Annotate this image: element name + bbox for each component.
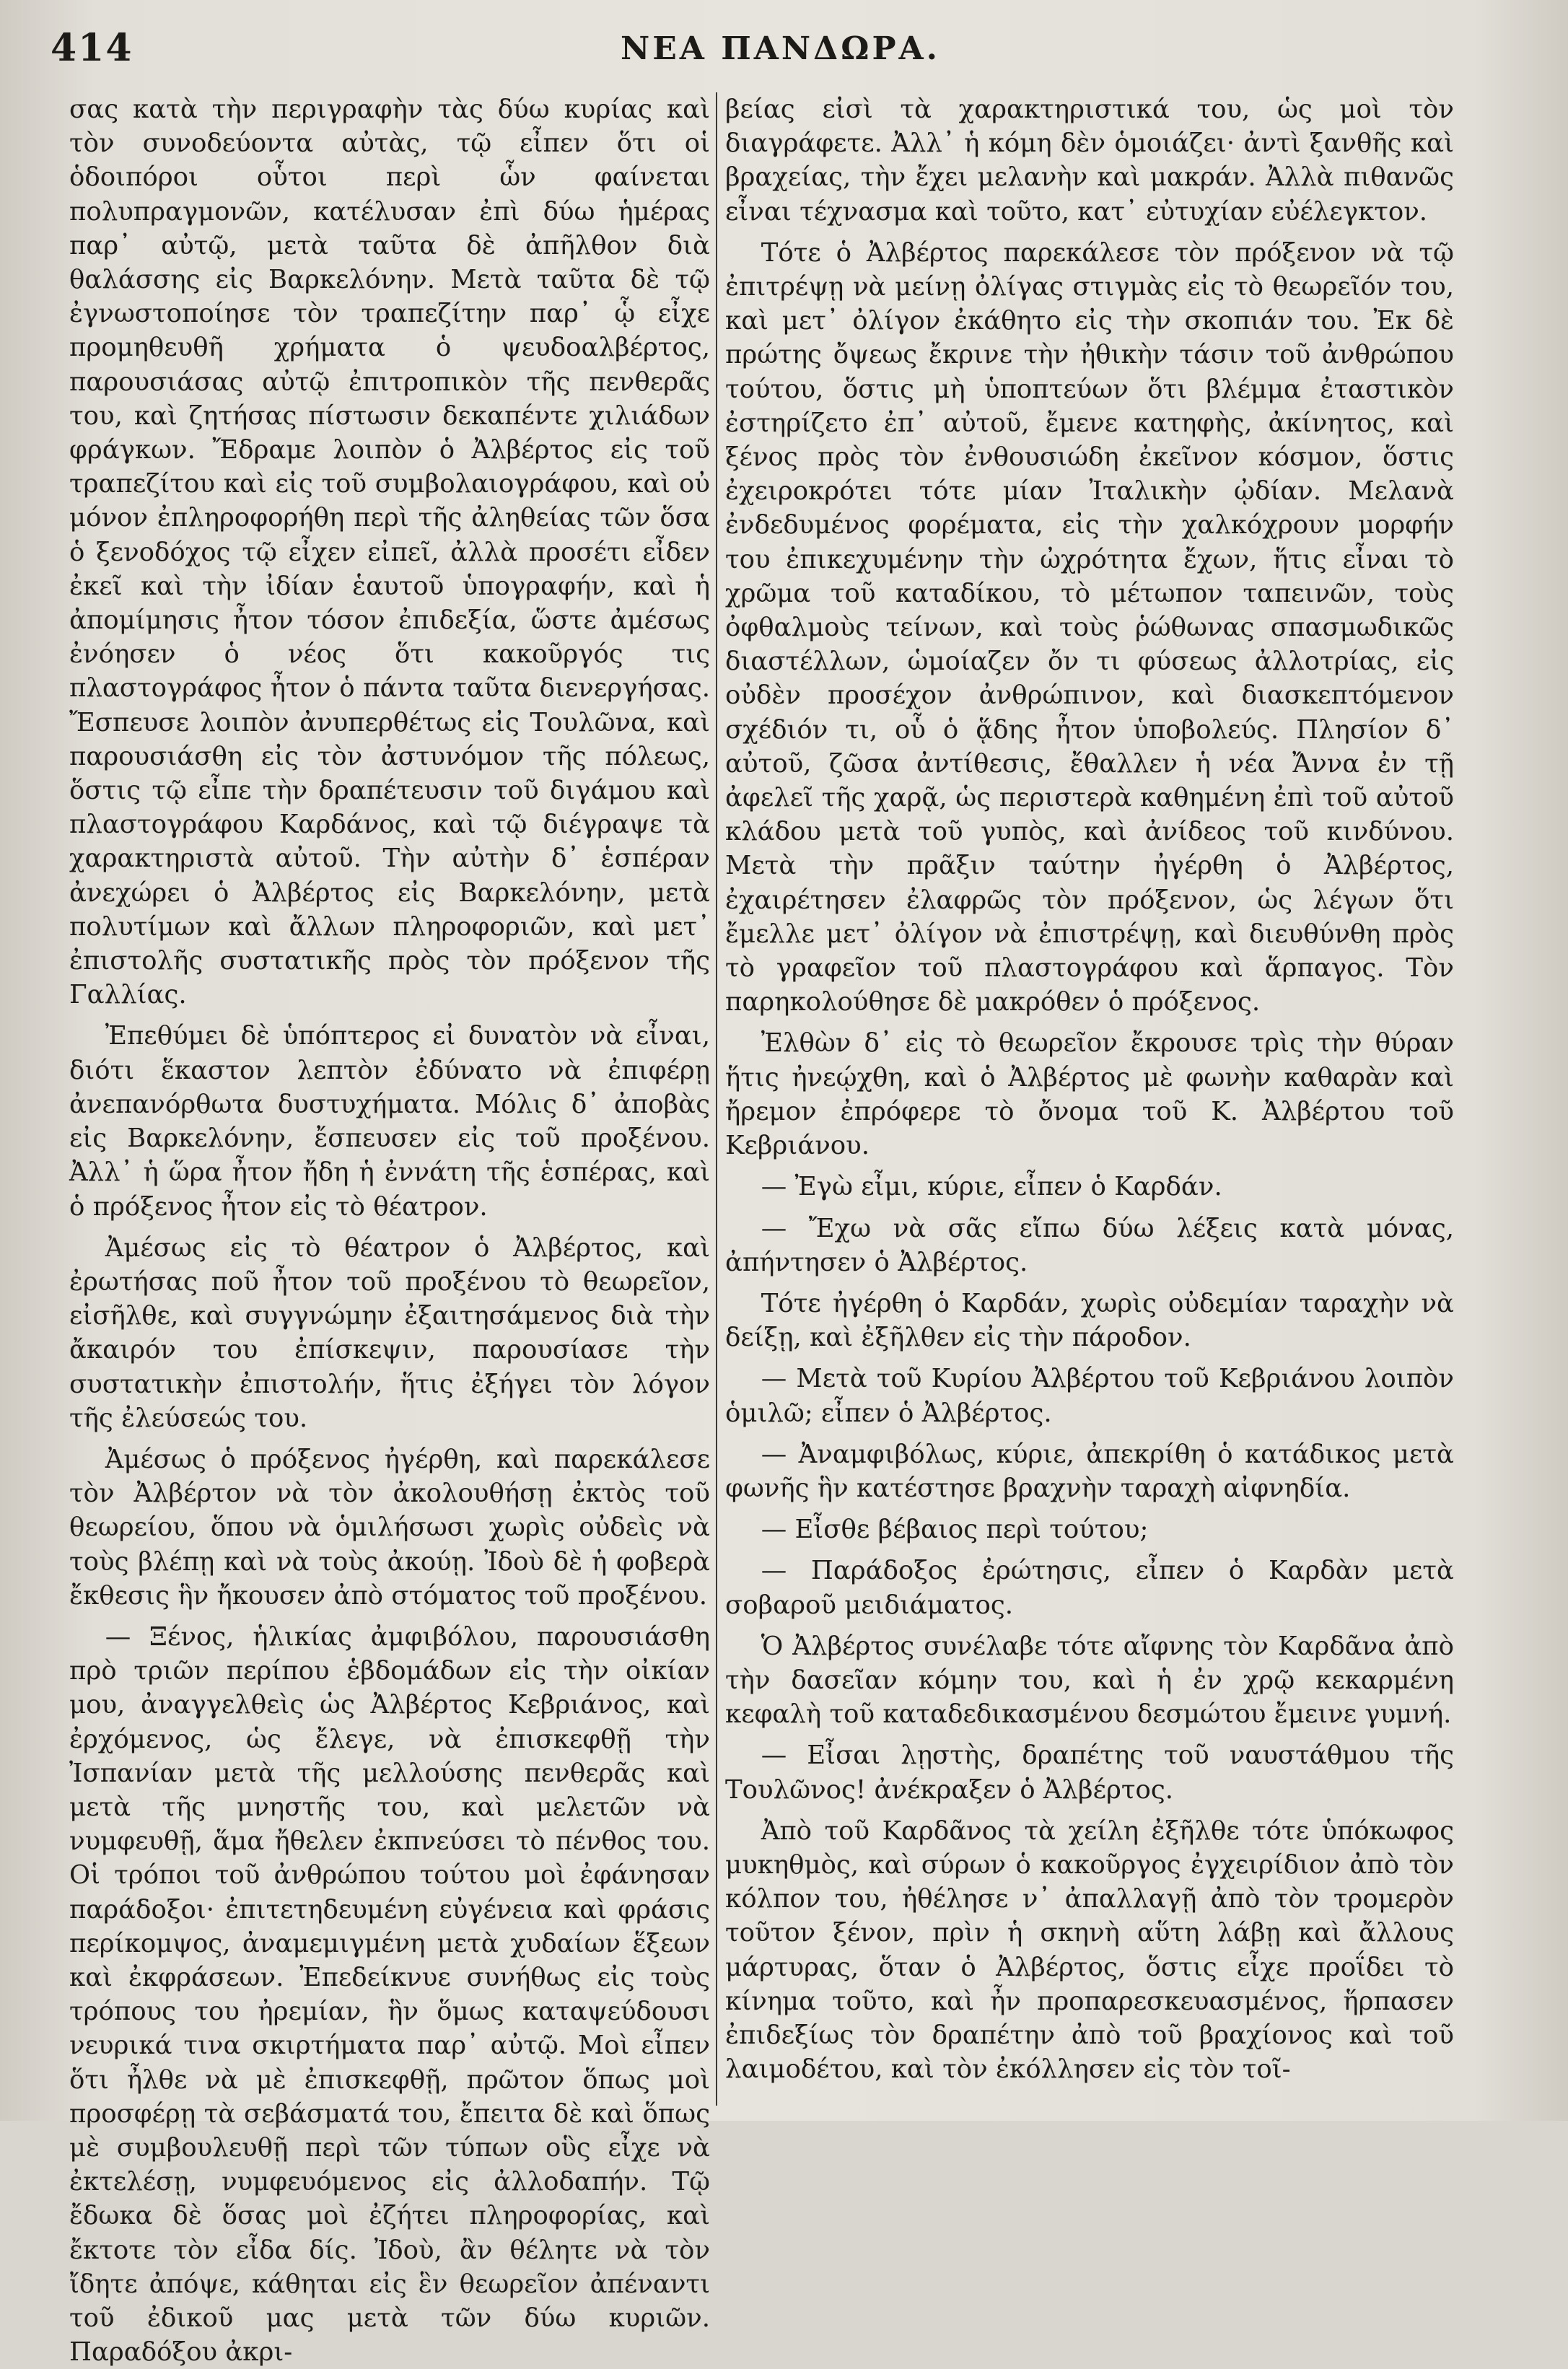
paragraph: Τότε ἠγέρθη ὁ Καρδάν, χωρὶς οὐδεμίαν ταραχὴν νὰ δείξῃ, καὶ ἐξῆλθεν εἰς τὴν πάροδον.	[725, 1288, 1454, 1353]
paragraph: Ἀπὸ τοῦ Καρδᾶνος τὰ χείλη ἐξῆλθε τότε ὑπόκωφος μυκηθμὸς, καὶ σύρων ὁ κακοῦργος ἐγχειρίδιον ἀπὸ τὸν κόλπον του, ἠθέλησε ν᾽ ἀπαλλαγῇ ἀπὸ τὸν τρομερὸν τοῦτον ξένον, πρὶν ἡ σκηνὴ αὕτη λάβῃ καὶ ἄλλους μάρτυρας, ὅταν ὁ Ἀλβέρτος, ὅστις εἶχε προΐδει τὸ κίνημα τοῦτο, καὶ ἦν προπαρεσκευασμένος, ἥρπασεν ἐπιδεξίως τὸν δραπέτην ἀπὸ τοῦ βραχίονος καὶ τοῦ λαιμοδέτου, καὶ τὸν ἐκόλλησεν εἰς τὸν τοῖ-	[725, 1816, 1454, 2085]
dialogue-line: — Μετὰ τοῦ Κυρίου Ἀλβέρτου τοῦ Κεβριάνου λοιπὸν ὁμιλῶ; εἶπεν ὁ Ἀλβέρτος.	[725, 1364, 1454, 1428]
dialogue-line: — Εἶσαι λῃστὴς, δραπέτης τοῦ ναυστάθμου τῆς Τουλῶνος! ἀνέκραξεν ὁ Ἀλβέρτος.	[725, 1740, 1454, 1805]
paragraph: Τότε ὁ Ἀλβέρτος παρεκάλεσε τὸν πρόξενον νὰ τῷ ἐπιτρέψῃ νὰ μείνῃ ὀλίγας στιγμὰς εἰς τὸ θεωρεῖόν του, καὶ μετ᾽ ὀλίγον ἐκάθητο εἰς τὴν σκοπιάν του. Ἐκ δὲ πρώτης ὄψεως ἔκρινε τὴν ἠθικὴν τάσιν τοῦ ἀνθρώπου τούτου, ὅστις μὴ ὑποπτεύων ὅτι βλέμμα ἐταστικὸν ἐστηρίζετο ἐπ᾽ αὐτοῦ, ἔμενε κατηφὴς, ἀκίνητος, καὶ ξένος πρὸς τὸν ἐνθουσιώδη ἐκεῖνον κόσμον, ὅστις ἐχειροκρότει τότε μίαν Ἰταλικὴν ᾠδίαν. Μελανὰ ἐνδεδυμένος φορέματα, εἰς τὴν χαλκόχρουν μορφήν του ἐπικεχυμένην τὴν ὠχρότητα ἔχων, ἥτις εἶναι τὸ χρῶμα τοῦ καταδίκου, τὸ μέτωπον ταπεινῶν, τοὺς ὀφθαλμοὺς τείνων, καὶ τοὺς ῥώθωνας σπασμωδικῶς διαστέλλων, ὡμοίαζεν ὄν τι φύσεως ἀλλοτρίας, εἰς οὐδὲν προσέχον ἀνθρώπινον, καὶ διασκεπτόμενον σχέδιόν τι, οὗ ὁ ᾅδης ἦτον ὑποβολεύς. Πλησίον δ᾽ αὐτοῦ, ζῶσα ἀντίθεσις, ἔθαλλεν ἡ νέα Ἄννα ἐν τῇ ἀφελεῖ τῆς χαρᾷ, ὡς περιστερὰ καθημένη ἐπὶ τοῦ αὐτοῦ κλάδου μετὰ τοῦ γυπὸς, καὶ ἀνίδεος τοῦ κινδύνου. Μετὰ τὴν πρᾶξιν ταύτην ἠγέρθη ὁ Ἀλβέρτος, ἐχαιρέτησεν ἐλαφρῶς τὸν πρόξενον, ὡς λέγων ὅτι ἔμελλε μετ᾽ ὀλίγον νὰ ἐπιστρέψῃ, καὶ διευθύνθη πρὸς τὸ γραφεῖον τοῦ πλαστογράφου καὶ ἅρπαγος. Τὸν παρηκολούθησε δὲ μακρόθεν ὁ πρόξενος.	[725, 237, 1454, 1017]
page-number: 414	[51, 26, 133, 70]
running-head: ΝΕΑ ΠΑΝΔΩΡΑ.	[621, 30, 940, 67]
page-header	[51, 22, 1510, 72]
paragraph: Ἀμέσως εἰς τὸ θέατρον ὁ Ἀλβέρτος, καὶ ἐρωτήσας ποῦ ἦτον τοῦ προξένου τὸ θεωρεῖον, εἰσῆλθε, καὶ συγγνώμην ἐξαιτησάμενος διὰ τὴν ἄκαιρόν του ἐπίσκεψιν, παρουσίασε τὴν συστατικὴν ἐπιστολήν, ἥτις ἐξήγει τὸν λόγον τῆς ἐλεύσεώς του.	[69, 1232, 710, 1433]
dialogue-line: — Ἐγὼ εἶμι, κύριε, εἶπεν ὁ Καρδάν.	[761, 1172, 1222, 1202]
right-column	[725, 92, 1454, 2106]
dialogue-line: — Ἀναμφιβόλως, κύριε, ἀπεκρίθη ὁ κατάδικος μετὰ φωνῆς ἣν κατέστησε βραχνὴν ταραχὴ αἰφνηδία.	[725, 1439, 1454, 1503]
dialogue-line: — Παράδοξος ἐρώτησις, εἶπεν ὁ Καρδὰν μετὰ σοβαροῦ μειδιάματος.	[725, 1556, 1454, 1620]
paragraph: σας κατὰ τὴν περιγραφὴν τὰς δύω κυρίας καὶ τὸν συνοδεύοντα αὐτὰς, τῷ εἶπεν ὅτι οἱ ὁδοιπόροι οὗτοι περὶ ὧν φαίνεται πολυπραγμονῶν, κατέλυσαν ἐπὶ δύω ἡμέρας παρ᾽ αὐτῷ, μετὰ ταῦτα δὲ ἀπῆλθον διὰ θαλάσσης εἰς Βαρκελόνην. Μετὰ ταῦτα δὲ τῷ ἐγνωστοποίησε τὸν τραπεζίτην παρ᾽ ᾧ εἶχε προμηθευθῆ χρήματα ὁ ψευδοαλβέρτος, παρουσιάσας αὐτῷ ἐπιτροπικὸν τῆς πενθερᾶς του, καὶ ζητήσας πίστωσιν δεκαπέντε χιλιάδων φράγκων. Ἔδραμε λοιπὸν ὁ Ἀλβέρτος εἰς τοῦ τραπεζίτου καὶ εἰς τοῦ συμβολαιογράφου, καὶ οὐ μόνον ἐπληροφορήθη περὶ τῆς ἀληθείας τῶν ὅσα ὁ ξενοδόχος τῷ εἶχεν εἰπεῖ, ἀλλὰ προσέτι εἶδεν ἐκεῖ καὶ τὴν ἰδίαν ἑαυτοῦ ὑπογραφήν, καὶ ἡ ἀπομίμησις ἦτον τόσον ἐπιδεξία, ὥστε ἀμέσως ἐνόησεν ὁ νέος ὅτι κακοῦργός τις πλαστογράφος ἦτον ὁ πάντα ταῦτα διενεργήσας. Ἔσπευσε λοιπὸν ἀνυπερθέτως εἰς Τουλῶνα, καὶ παρουσιάσθη εἰς τὸν ἀστυνόμον τῆς πόλεως, ὅστις τῷ εἶπε τὴν δραπέτευσιν τοῦ διγάμου καὶ πλαστογράφου Καρδάνος, καὶ τῷ διέγραψε τὰ χαρακτηριστὰ αὐτοῦ. Τὴν αὐτὴν δ᾽ ἑσπέραν ἀνεχώρει ὁ Ἀλβέρτος εἰς Βαρκελόνην, μετὰ πολυτίμων καὶ ἄλλων πληροφοριῶν, καὶ μετ᾽ ἐπιστολῆς συστατικῆς πρὸς τὸν πρόξενον τῆς Γαλλίας.	[69, 95, 710, 1010]
paragraph: Ἐλθὼν δ᾽ εἰς τὸ θεωρεῖον ἔκρουσε τρὶς τὴν θύραν ἥτις ἠνεῴχθη, καὶ ὁ Ἀλβέρτος μὲ φωνὴν καθαρὰν καὶ ἤρεμον ἐπρόφερε τὸ ὄνομα τοῦ Κ. Ἀλβέρτου τοῦ Κεβριάνου.	[725, 1028, 1454, 1161]
paragraph: βείας εἰσὶ τὰ χαρακτηριστικά του, ὡς μοὶ τὸν διαγράφετε. Ἀλλ᾽ ἡ κόμη δὲν ὁμοιάζει· ἀντὶ ξανθῆς καὶ βραχείας, τὴν ἔχει μελανὴν καὶ μακράν. Ἀλλὰ πιθανῶς εἶναι τέχνασμα καὶ τοῦτο, κατ᾽ εὐτυχίαν εὐέλεγκτον.	[725, 95, 1454, 227]
column-divider	[716, 92, 717, 2106]
dialogue-line: — Ἔχω νὰ σᾶς εἴπω δύω λέξεις κατὰ μόνας, ἀπήντησεν ὁ Ἀλβέρτος.	[725, 1213, 1454, 1277]
left-column	[69, 92, 710, 2368]
paragraph: Ὁ Ἀλβέρτος συνέλαβε τότε αἴφνης τὸν Καρδᾶνα ἀπὸ τὴν δασεῖαν κόμην του, καὶ ἡ ἐν χρῷ κεκαρμένη κεφαλὴ τοῦ καταδεδικασμένου δεσμώτου ἔμεινε γυμνή.	[725, 1631, 1454, 1730]
paragraph: — Ξένος, ἡλικίας ἀμφιβόλου, παρουσιάσθη πρὸ τριῶν περίπου ἑβδομάδων εἰς τὴν οἰκίαν μου, ἀναγγελθεὶς ὡς Ἀλβέρτος Κεβριάνος, καὶ ἐρχόμενος, ὡς ἔλεγε, νὰ ἐπισκεφθῇ τὴν Ἰσπανίαν μετὰ τῆς μελλούσης πενθερᾶς καὶ μετὰ τῆς μνηστῆς του, καὶ μελετῶν νὰ νυμφευθῇ, ἅμα ἤθελεν ἐκπνεύσει τὸ πένθος του. Οἱ τρόποι τοῦ ἀνθρώπου τούτου μοὶ ἐφάνησαν παράδοξοι· ἐπιτετηδευμένη εὐγένεια καὶ φράσις περίκομψος, ἀναμεμιγμένη μετὰ χυδαίων ἕξεων καὶ ἐκφράσεων. Ἐπεδείκνυε συνήθως εἰς τοὺς τρόπους του ἠρεμίαν, ἣν ὅμως καταψεύδουσι νευρικά τινα σκιρτήματα παρ᾽ αὐτῷ. Μοὶ εἶπεν ὅτι ἦλθε νὰ μὲ ἐπισκεφθῇ, πρῶτον ὅπως μοὶ προσφέρῃ τὰ σεβάσματά του, ἔπειτα δὲ καὶ ὅπως μὲ συμβουλευθῇ περὶ τῶν τύπων οὓς εἶχε νὰ ἐκτελέσῃ, νυμφευόμενος εἰς ἀλλοδαπήν. Τῷ ἔδωκα δὲ ὅσας μοὶ ἐζήτει πληροφορίας, καὶ ἔκτοτε τὸν εἶδα δίς. Ἰδοὺ, ἂν θέλητε νὰ τὸν ἴδητε ἀπόψε, κάθηται εἰς ἓν θεωρεῖον ἀπέναντι τοῦ ἐδικοῦ μας μετὰ τῶν δύω κυριῶν. Παραδόξου ἀκρι-	[69, 1621, 710, 2368]
paragraph: Ἐπεθύμει δὲ ὑπόπτερος εἰ δυνατὸν νὰ εἶναι, διότι ἕκαστον λεπτὸν ἐδύνατο νὰ ἐπιφέρῃ ἀνεπανόρθωτα δυστυχήματα. Μόλις δ᾽ ἀποβὰς εἰς Βαρκελόνην, ἔσπευσεν εἰς τοῦ προξένου. Ἀλλ᾽ ἡ ὥρα ἦτον ἤδη ἡ ἐννάτη τῆς ἑσπέρας, καὶ ὁ πρόξενος ἦτον εἰς τὸ θέατρον.	[69, 1021, 710, 1222]
dialogue-line: — Εἶσθε βέβαιος περὶ τούτου;	[761, 1515, 1149, 1545]
paragraph: Ἀμέσως ὁ πρόξενος ἠγέρθη, καὶ παρεκάλεσε τὸν Ἀλβέρτον νὰ τὸν ἀκολουθήσῃ ἐκτὸς τοῦ θεωρείου, ὅπου νὰ ὁμιλήσωσι χωρὶς οὐδεὶς νὰ τοὺς βλέπῃ καὶ νὰ τοὺς ἀκούῃ. Ἰδοὺ δὲ ἡ φοβερὰ ἔκθεσις ἣν ἤκουσεν ἀπὸ στόματος τοῦ προξένου.	[69, 1444, 710, 1611]
